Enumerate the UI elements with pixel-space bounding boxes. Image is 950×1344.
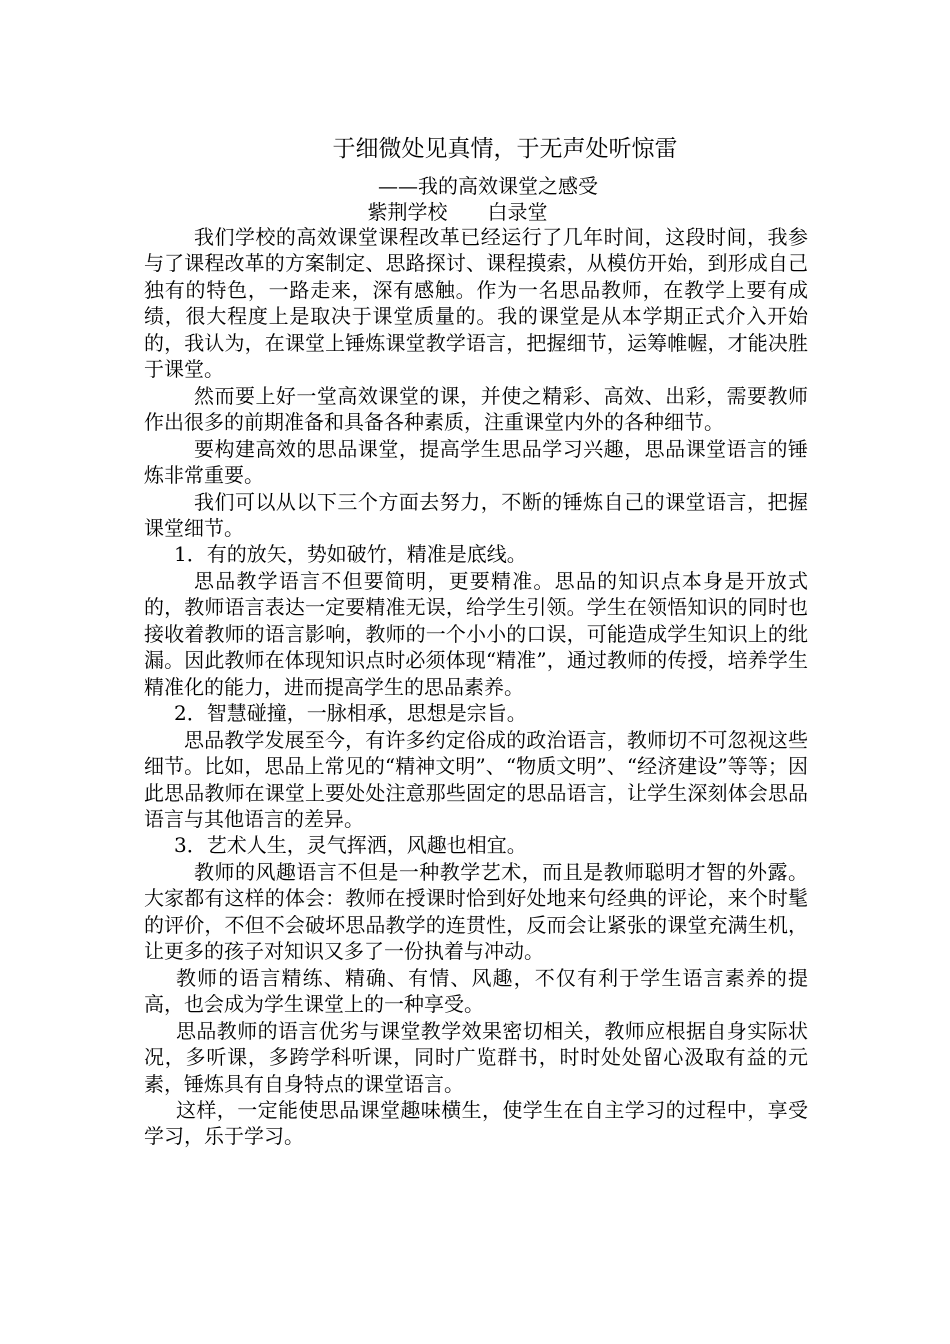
- paragraph: 思品教学语言不但要简明，更要精准。思品的知识点本身是开放式的，教师语言表达一定要精准无误，给学生引领。学生在领悟知识的同时也接收着教师的语言影响，教师的一个小小的口误，可能造成学生知识上的纰漏。因此教师在体现知识点时必须体现“精准”，通过教师的传授，培养学生精准化的能力，进而提高学生的思品素养。: [144, 568, 808, 699]
- page-subtitle: ——我的高效课堂之感受: [378, 174, 598, 198]
- author-line: [0, 199, 915, 225]
- paragraph: 教师的风趣语言不但是一种教学艺术，而且是教师聪明才智的外露。大家都有这样的体会：教师在授课时恰到好处地来句经典的评论，来个时髦的评价，不但不会破坏思品教学的连贯性，反而会让紧张的课堂充满生机，让更多的孩子对知识又多了一份执着与冲动。: [144, 859, 808, 964]
- paragraph: 这样，一定能使思品课堂趣味横生，使学生在自主学习的过程中，享受学习，乐于学习。: [144, 1097, 808, 1149]
- page-title: 于细微处见真情，于无声处听惊雷: [332, 136, 678, 162]
- paragraph: 然而要上好一堂高效课堂的课，并使之精彩、高效、出彩，需要教师作出很多的前期准备和具备各种素质，注重课堂内外的各种细节。: [144, 383, 808, 435]
- author-school: 紫荆学校: [367, 200, 448, 224]
- article-body: [144, 224, 808, 1150]
- paragraph: 要构建高效的思品课堂，提高学生思品学习兴趣，思品课堂语言的锤炼非常重要。: [144, 436, 808, 488]
- paragraph: 思品教师的语言优劣与课堂教学效果密切相关，教师应根据自身实际状况，多听课，多跨学科听课，同时广览群书，时时处处留心汲取有益的元素，锤炼具有自身特点的课堂语言。: [144, 1018, 808, 1096]
- section-heading: 3．艺术人生，灵气挥洒，风趣也相宜。: [174, 833, 527, 858]
- section-heading: 1．有的放矢，势如破竹，精准是底线。: [174, 542, 527, 567]
- author-name: 白录堂: [487, 200, 548, 224]
- paragraph: 我们学校的高效课堂课程改革已经运行了几年时间，这段时间，我参与了课程改革的方案制定、思路探讨、课程摸索，从模仿开始，到形成自己独有的特色，一路走来，深有感触。作为一名思品教师，在教学上要有成绩，很大程度上是取决于课堂质量的。我的课堂是从本学期正式介入开始的，我认为，在课堂上锤炼课堂教学语言，把握细节，运筹帷幄，才能决胜于课堂。: [144, 225, 808, 382]
- section-heading: 2．智慧碰撞，一脉相承，思想是宗旨。: [174, 701, 527, 726]
- paragraph: 思品教学发展至今，有许多约定俗成的政治语言，教师切不可忽视这些细节。比如，思品上常见的“精神文明”、“物质文明”、“经济建设”等等；因此思品教师在课堂上要处处注意那些固定的思品语言，让学生深刻体会思品语言与其他语言的差异。: [144, 727, 808, 831]
- paragraph: 教师的语言精练、精确、有情、风趣，不仅有利于学生语言素养的提高，也会成为学生课堂上的一种享受。: [144, 965, 808, 1017]
- paragraph: 我们可以从以下三个方面去努力，不断的锤炼自己的课堂语言，把握课堂细节。: [144, 489, 808, 540]
